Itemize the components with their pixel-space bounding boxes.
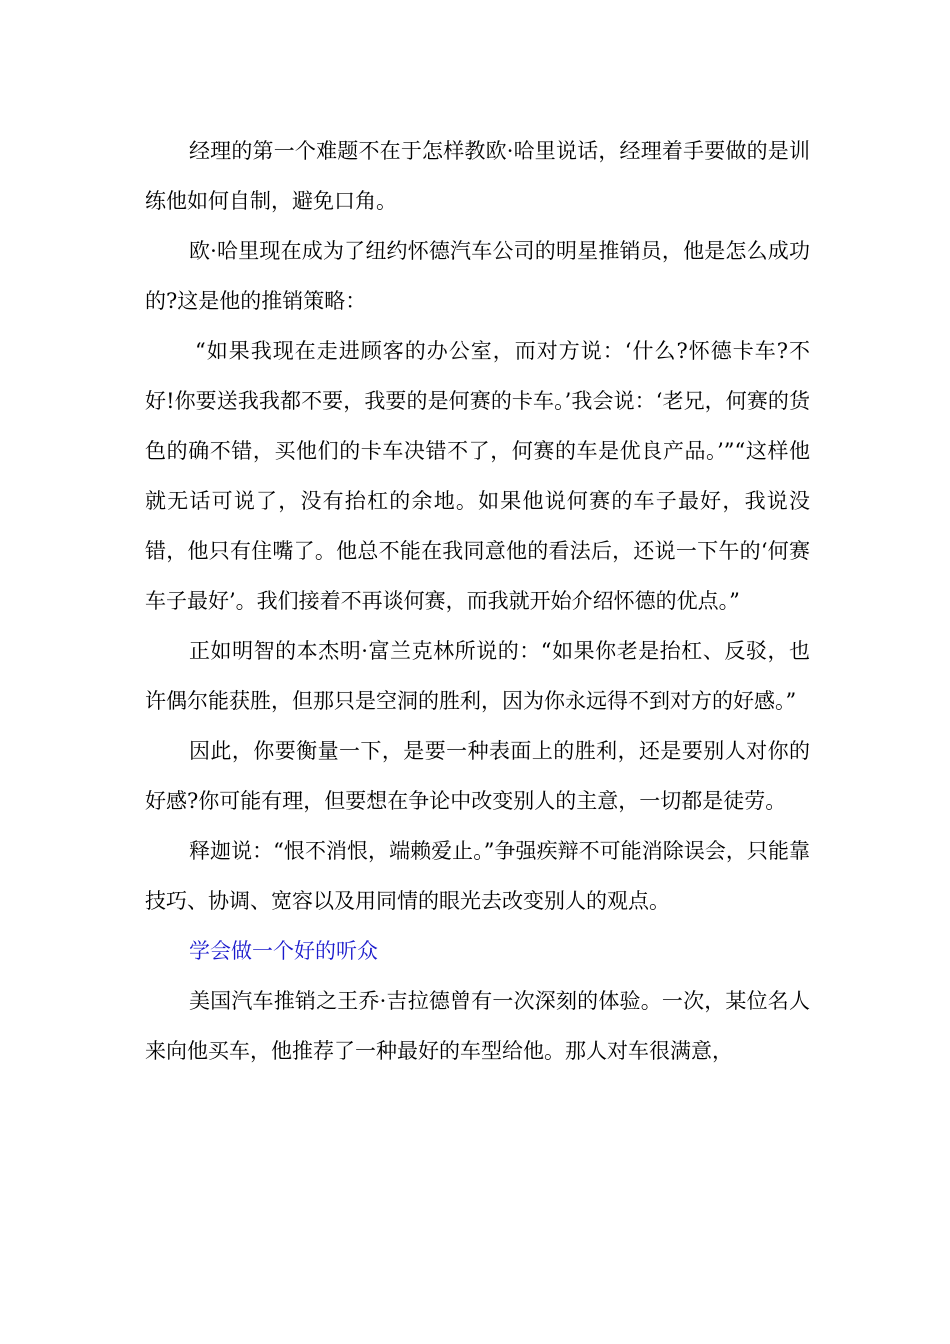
section-heading: 学会做一个好的听众: [189, 939, 378, 963]
paragraph-2: 欧·哈里现在成为了纽约怀德汽车公司的明星推销员，他是怎么成功的?这是他的推销策略：: [145, 239, 810, 313]
document-body: [145, 126, 810, 1076]
paragraph-3: “如果我现在走进顾客的办公室，而对方说：‘什么?怀德卡车?不好!你要送我我都不要，我要的是何赛的卡车。’我会说：‘老兄，何赛的货色的确不错，买他们的卡车决错不了，何赛的车是优良产品。’”“这样他就无话可说了，没有抬杠的余地。如果他说何赛的车子最好，我说没错，他只有住嘴了。他总不能在我同意他的看法后，还说一下午的‘何赛车子最好’。我们接着不再谈何赛，而我就开始介绍怀德的优点。”: [145, 339, 810, 613]
paragraph-7: 美国汽车推销之王乔·吉拉德曾有一次深刻的体验。一次，某位名人来向他买车，他推荐了一种最好的车型给他。那人对车很满意，: [145, 989, 810, 1063]
paragraph-5: 因此，你要衡量一下，是要一种表面上的胜利，还是要别人对你的好感?你可能有理，但要想在争论中改变别人的主意，一切都是徒劳。: [145, 739, 810, 813]
paragraph-1: 经理的第一个难题不在于怎样教欧·哈里说话，经理着手要做的是训练他如何自制，避免口角。: [145, 139, 810, 213]
paragraph-4: 正如明智的本杰明·富兰克林所说的：“如果你老是抬杠、反驳，也许偶尔能获胜，但那只是空洞的胜利，因为你永远得不到对方的好感。”: [145, 639, 810, 713]
paragraph-6: 释迦说：“恨不消恨，端赖爱止。”争强疾辩不可能消除误会，只能靠技巧、协调、宽容以及用同情的眼光去改变别人的观点。: [145, 839, 810, 913]
